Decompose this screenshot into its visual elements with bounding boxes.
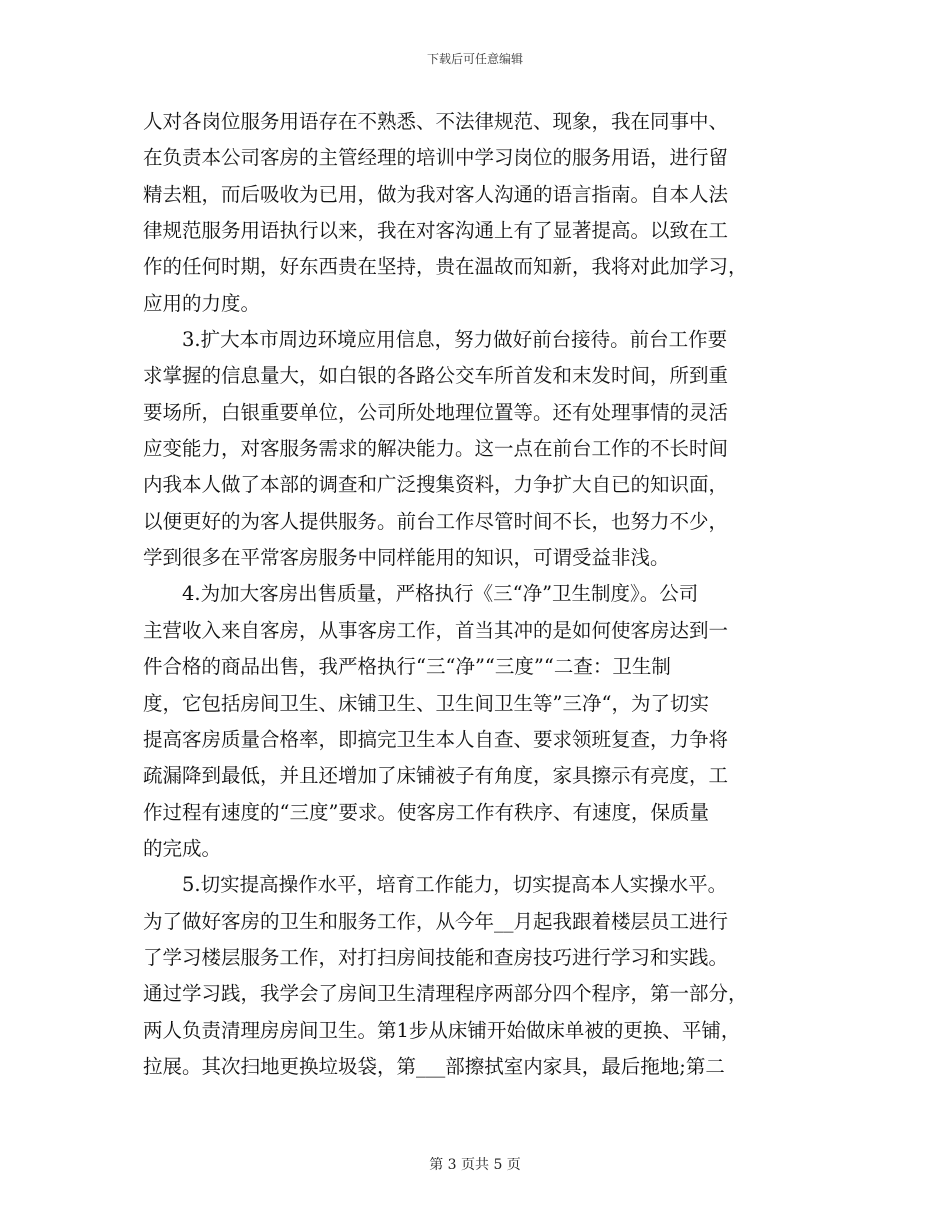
text-line: 以便更好的为客人提供服务。前台工作尽管时间不长，也努力不少， <box>143 509 729 533</box>
text-line: 求掌握的信息量大，如白银的各路公交车所首发和末发时间，所到重 <box>143 364 729 388</box>
text-line: 在负责本公司客房的主管经理的培训中学习岗位的服务用语，进行留 <box>143 146 729 170</box>
text-line: 应变能力，对客服务需求的解决能力。这一点在前台工作的不长时间 <box>143 437 729 461</box>
text-line: 作的任何时期，好东西贵在坚持，贵在温故而知新，我将对此加学习， <box>143 255 748 279</box>
text-line: 律规范服务用语执行以来，我在对客沟通上有了显著提高。以致在工 <box>143 219 729 243</box>
text-line: 的完成。 <box>143 836 222 860</box>
text-line: 学到很多在平常客房服务中同样能用的知识，可谓受益非浅。 <box>143 546 670 570</box>
text-line: 件合格的商品出售，我严格执行“三“净”“三度”“二查：卫生制 <box>143 655 671 679</box>
text-line: 精去粗，而后吸收为已用，做为我对客人沟通的语言指南。自本人法 <box>143 182 729 206</box>
text-line: 拉展。其次扫地更换垃圾袋，第___部擦拭室内家具，最后拖地;第二 <box>143 1054 725 1078</box>
text-line: 通过学习践，我学会了房间卫生清理程序两部分四个程序，第一部分， <box>143 982 748 1006</box>
text-line: 要场所，白银重要单位，公司所处地理位置等。还有处理事情的灵活 <box>143 400 729 424</box>
body-text <box>143 104 803 1085</box>
text-line: 作过程有速度的“三度”要求。使客房工作有秩序、有速度，保质量 <box>143 800 709 824</box>
page-header: 下载后可任意编辑 <box>426 52 523 66</box>
text-line: 疏漏降到最低，并且还增加了床铺被子有角度，家具擦示有亮度，工 <box>143 764 729 788</box>
text-line: 应用的力度。 <box>143 291 261 315</box>
text-line: 内我本人做了本部的调查和广泛搜集资料，力争扩大自已的知识面， <box>143 473 729 497</box>
text-line: 人对各岗位服务用语存在不熟悉、不法律规范、现象，我在同事中、 <box>143 110 729 133</box>
text-line: 4.为加大客房出售质量，严格执行《三“净”卫生制度》。公司 <box>143 582 699 606</box>
text-line: 为了做好客房的卫生和服务工作，从今年__月起我跟着楼层员工进行 <box>143 909 729 933</box>
text-line: 提高客房质量合格率，即搞完卫生本人自查、要求领班复查，力争将 <box>143 727 729 751</box>
text-line: 了学习楼层服务工作，对打扫房间技能和查房技巧进行学习和实践。 <box>143 945 729 969</box>
text-line: 两人负责清理房房间卫生。第1步从床铺开始做床单被的更换、平铺， <box>143 1018 741 1042</box>
page-footer: 第 3 页共 5 页 <box>429 1157 521 1173</box>
text-line: 度，它包括房间卫生、床铺卫生、卫生间卫生等”三净“，为了切实 <box>143 691 709 715</box>
text-line: 3.扩大本市周边环境应用信息，努力做好前台接待。前台工作要 <box>143 328 728 352</box>
text-line: 主营收入来自客房，从事客房工作，首当其冲的是如何使客房达到一 <box>143 618 729 642</box>
text-line: 5.切实提高操作水平，培育工作能力，切实提高本人实操水平。 <box>143 873 728 897</box>
